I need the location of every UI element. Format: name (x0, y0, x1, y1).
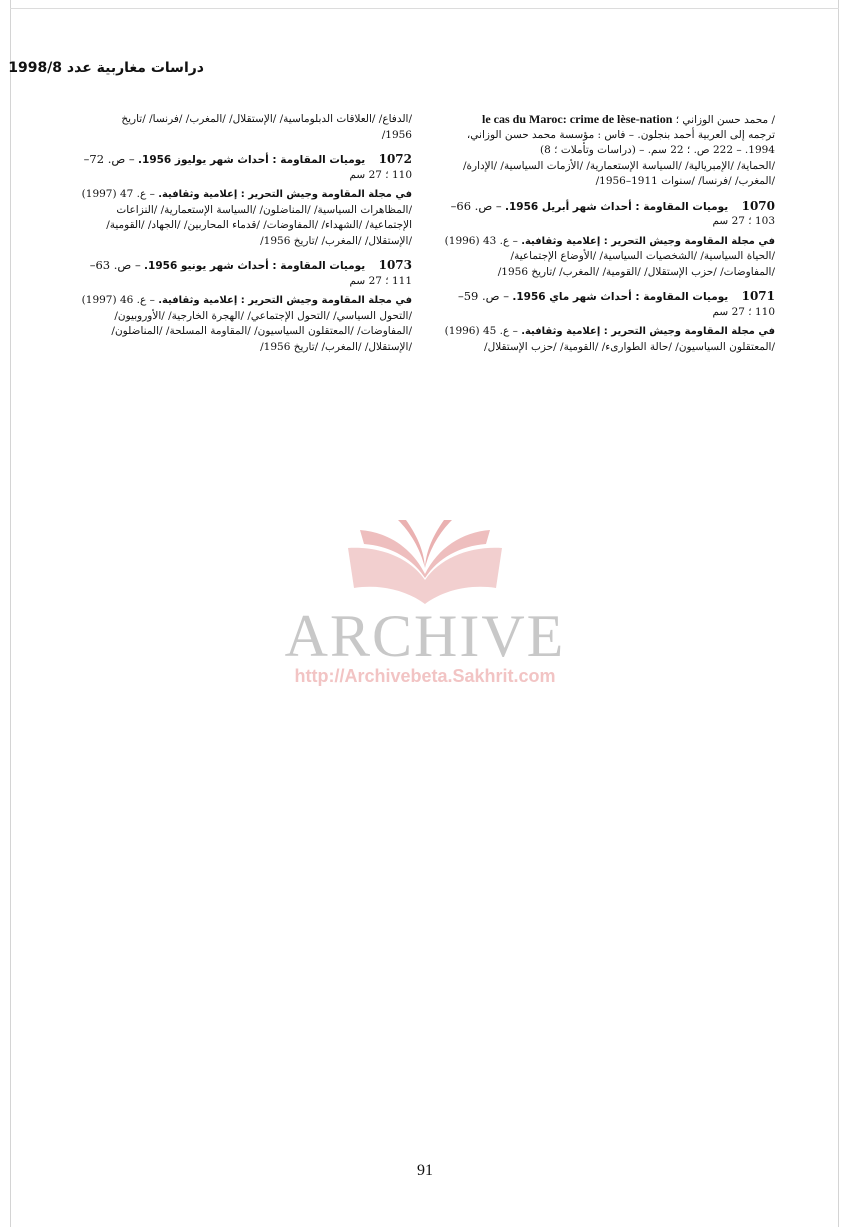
entry-subject-tags: /المغرب/ /فرنسا/ /سنوات 1911–1956/ (595, 175, 775, 187)
entry-title: يوميات المقاومة : أحداث شهر ماي 1956. (512, 291, 729, 303)
entry-number: 1073 (378, 258, 412, 272)
page-border-top (10, 8, 839, 9)
entry-subject-tags: /التحول السياسي/ /التحول الإجتماعي/ /الهجرة الخارجية/ /الأوروبيون/ (114, 309, 412, 322)
entry-issue: – ع. 46 (1997) (81, 294, 155, 306)
right-column (444, 112, 775, 355)
bibliography-entry (444, 198, 775, 281)
entry-title: يوميات المقاومة : أحداث شهر يوليوز 1956. (138, 154, 366, 166)
entry-source: في مجلة المقاومة وجيش التحرير : إعلامية وثقافية. (521, 326, 775, 337)
entry-source: في مجلة المقاومة وجيش التحرير : إعلامية وثقافية. (158, 189, 412, 200)
entry-number: 1072 (378, 152, 412, 166)
page-number: 91 (417, 1162, 433, 1179)
entry-subject-tags: الإجتماعية/ /الشهداء/ /المفاوضات/ /قدماء المحاربين/ /الجهاد/ /القومية/ (106, 219, 412, 231)
entry-issue: – ع. 47 (1997) (81, 188, 155, 200)
entry-line: 1994. – 222 ص. ؛ 22 سم. – (دراسات وتأملات ؛ 8) (540, 144, 775, 156)
page-border-left (10, 0, 11, 1227)
entry-subject-tags: /المفاوضات/ /حزب الإستقلال/ /القومية/ /المغرب/ /تاريخ 1956/ (497, 265, 775, 278)
page-border-right (838, 0, 839, 1227)
entry-subject-tags: /الإستقلال/ /المغرب/ /تاريخ 1956/ (260, 234, 412, 247)
entry-source-line (444, 324, 775, 340)
bibliography-entry (447, 112, 775, 190)
entry-subject-tags: /المفاوضات/ /المعتقلون السياسيون/ /المقاومة المسلحة/ /المناضلون/ (111, 325, 412, 337)
watermark-title: ARCHIVE (284, 603, 566, 669)
entry-heading (89, 258, 412, 274)
entry-size: 110 ؛ 27 سم (349, 168, 412, 181)
entry-source-line (81, 293, 412, 309)
entry-source: في مجلة المقاومة وجيش التحرير : إعلامية وثقافية. (521, 235, 775, 247)
entry-size: 103 ؛ 27 سم (712, 215, 775, 227)
entry-subject-tags: /الحماية/ /الإمبريالية/ /السياسة الإستعمارية/ /الأزمات السياسية/ /الإدارة/ (462, 159, 775, 172)
entry-pages: – ص. 59– (457, 289, 509, 303)
entry-source-line (81, 187, 412, 203)
entry-issue: – ع. 45 (1996) (444, 325, 518, 337)
archive-watermark (260, 518, 590, 698)
entry-subject-tags: /المظاهرات السياسية/ /المناضلون/ /السياسة الإستعمارية/ /النزاعات (116, 203, 412, 216)
entry-pages: – ص. 66– (450, 198, 502, 213)
bibliography-entry (444, 289, 775, 355)
entry-issue: – ع. 43 (1996) (444, 234, 518, 247)
entry-number: 1070 (741, 198, 775, 213)
entry-source-line (444, 234, 775, 250)
entry-number: 1071 (741, 289, 775, 303)
running-header: دراسات مغاربية عدد 1998/8 (8, 60, 204, 76)
entry-title: يوميات المقاومة : أحداث شهر أبريل 1956. (505, 200, 729, 213)
entry-line: ترجمه إلى العربية أحمد بنجلون. – فاس : مؤسسة محمد حسن الوزاني، (466, 128, 775, 141)
entry-heading (83, 152, 412, 168)
watermark-url: http://Archivebeta.Sakhrit.com (294, 666, 556, 686)
entry-subject-tags: /المعتقلون السياسيون/ /حالة الطوارىء/ /القومية/ /حزب الإستقلال/ (484, 340, 775, 353)
entry-pages: – ص. 63– (89, 258, 141, 272)
entry-continuation (106, 112, 412, 143)
left-column (81, 112, 412, 355)
entry-heading (447, 289, 775, 305)
entry-size: 110 ؛ 27 سم (712, 305, 775, 318)
entry-subject-tags: /الحياة السياسية/ /الشخصيات السياسية/ /الأوضاع الإجتماعية/ (510, 250, 775, 262)
entry-subject-tags: 1956/ (381, 128, 412, 141)
entry-pages: – ص. 72– (83, 152, 135, 166)
entry-subject-tags: /الإستقلال/ /المغرب/ /تاريخ 1956/ (260, 340, 412, 353)
bibliography-entry (81, 152, 412, 249)
entry-heading (447, 199, 775, 215)
bibliography-entry (81, 258, 412, 355)
entry-size: 111 ؛ 27 سم (349, 274, 412, 287)
entry-subject-tags: /الدفاع/ /العلاقات الدبلوماسية/ /الإستقلال/ /المغرب/ /فرنسا/ /تاريخ (121, 113, 412, 125)
entry-source: في مجلة المقاومة وجيش التحرير : إعلامية وثقافية. (158, 295, 412, 306)
entry-author: / محمد حسن الوزاني ؛ (675, 114, 775, 126)
entry-title-line (447, 112, 775, 128)
entry-title: يوميات المقاومة : أحداث شهر يونيو 1956. (144, 260, 366, 272)
open-book-icon (340, 518, 510, 608)
entry-latin-title: le cas du Maroc: crime de lèse-nation (481, 112, 673, 126)
